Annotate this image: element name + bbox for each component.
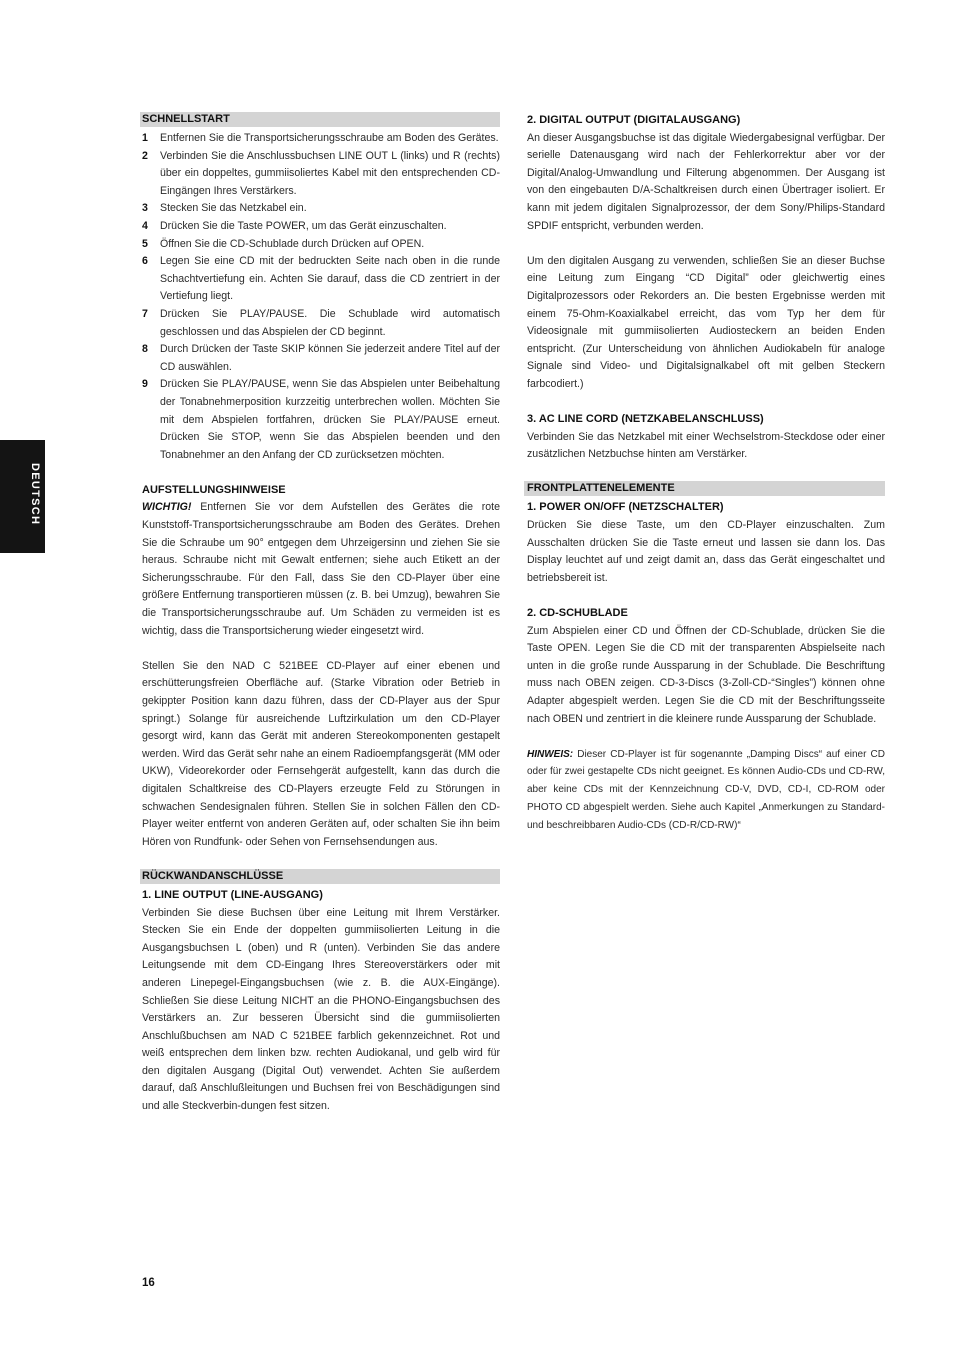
digital-output-section bbox=[527, 112, 885, 394]
page-number: 16 bbox=[142, 1277, 155, 1289]
ac-line-cord-section bbox=[527, 411, 885, 464]
step-text: Entfernen Sie die Transportsicherungsschraube am Boden des Gerätes. bbox=[160, 132, 499, 144]
cd-tray-heading: 2. CD-SCHUBLADE bbox=[527, 607, 628, 620]
power-switch-heading: 1. POWER ON/OFF (NETZSCHALTER) bbox=[527, 501, 724, 514]
step-text: Drücken Sie die Taste POWER, um das Gerät einzuschalten. bbox=[160, 219, 447, 232]
step-text: Durch Drücken der Taste SKIP können Sie jederzeit andere Titel auf der CD auswählen. bbox=[160, 343, 500, 373]
rear-panel-title: RÜCKWANDANSCHLÜSSE bbox=[140, 869, 500, 884]
front-panel-section bbox=[527, 481, 885, 834]
note-text: Dieser CD-Player ist für sogenannte „Damping Discs“ auf einer CD oder für zwei gestapelte CDs nicht geeignet. Es können Audio-CDs und CD-RW, aber keine CDs mit der Kennzeichnung CD-V, DVD, CD-I, CD-ROM oder PHOTO CD abgespielt werden. Siehe auch Kapitel „Anmerkungen zu Standard- und beschreibbaren Audio-CDs (CD-R/CD-RW)“ bbox=[527, 748, 885, 831]
setup-warning-paragraph bbox=[142, 499, 500, 640]
step-number: 9 bbox=[142, 378, 148, 391]
line-output-text: Verbinden Sie diese Buchsen über eine Leitung mit Ihrem Verstärker. Stecken Sie ein Ende der doppelten gummiisolierten Leitung in die Ausgangsbuchsen L (oben) und R (unten). Verbinden Sie das andere Leitungsende mit dem CD-Eingang Ihres Stereoverstärkers oder mit anderen Linepegel-Eingangsbuchsen (wie z. B. die AUX-Eingänge). Schließen Sie diese Leitung NICHT an die PHONO-Eingangsbuchsen des Verstärkers an. Zur besseren Übersicht sind die gummiisolierten Anschlußbuchsen am NAD C 521BEE farblich gekennzeichnet. Rot und weiß entsprechen dem linken bzw. rechten Audiokanal, und gelb wird für den digitalen Ausgang (Digital Out) verwendet. Achten Sie außerdem darauf, daß Anschlußleitungen und Buchsen frei von Beschädigungen sind und alle Steckverbin-dungen fest sitzen. bbox=[142, 906, 500, 1113]
warning-label: WICHTIG! bbox=[142, 501, 192, 514]
power-switch-text: Drücken Sie diese Taste, um den CD-Player einzuschalten. Zum Ausschalten drücken Sie die Taste erneut und lassen sie dann los. Das Display leuchtet auf und zeigt damit an, dass das Gerät eingeschaltet und betriebsbereit ist. bbox=[527, 519, 885, 584]
step-text: Legen Sie eine CD mit der bedruckten Seite nach oben in die runde Schachtvertiefung ein. Achten Sie darauf, dass die CD zentriert in der Vertiefung liegt. bbox=[160, 255, 500, 303]
list-item bbox=[142, 306, 500, 341]
step-number: 4 bbox=[142, 219, 148, 232]
language-tab bbox=[0, 440, 45, 553]
list-item bbox=[142, 148, 500, 201]
step-number: 7 bbox=[142, 307, 148, 320]
list-item bbox=[142, 236, 500, 254]
step-text: Öffnen Sie die CD-Schublade durch Drücken auf OPEN. bbox=[160, 237, 425, 250]
digital-output-paragraph-2: Um den digitalen Ausgang zu verwenden, schließen Sie an dieser Buchse eine Leitung zum Eingang “CD Digital” oder gleichwertig eines Digitalprozessors oder Rekorders an. Die besten Ergebnisse werden mit einem 75-Ohm-Koaxialkabel erreicht, das vom Typ her dem für Videosignale mit gummiisolierten Audiosteckern an beiden Enden entspricht. (Zur Unterscheidung von ähnlichen Audiokabeln für analoge Signale sind Video- und Digitalsignalkabel oft mit gelben Steckern farbcodiert.) bbox=[527, 254, 885, 390]
step-number: 3 bbox=[142, 202, 148, 215]
right-column bbox=[527, 112, 885, 834]
step-number: 6 bbox=[142, 255, 148, 268]
note-paragraph bbox=[527, 746, 885, 835]
step-number: 2 bbox=[142, 149, 148, 162]
list-item bbox=[142, 130, 500, 148]
language-tab-label: DEUTSCH bbox=[29, 463, 41, 526]
digital-output-paragraph-1: An dieser Ausgangsbuchse ist das digitale Wiedergabesignal verfügbar. Der serielle Datenausgang wird nach der Fehlerkorrektur aber vor der Digital/Analog-Umwandlung und Filterung abgenommen. Der Ausgang ist von den eingebauten D/A-Schaltkreisen durch einen Übertrager isoliert. Er kann mit jedem digitalen Signalprozessor, der dem Sony/Philips-Standard SPDIF entspricht, verbunden werden. bbox=[527, 131, 885, 232]
step-number: 5 bbox=[142, 237, 148, 250]
front-panel-title: FRONTPLATTENELEMENTE bbox=[524, 481, 885, 496]
setup-section bbox=[142, 482, 500, 851]
setup-heading: AUFSTELLUNGSHINWEISE bbox=[142, 483, 286, 496]
note-label: HINWEIS: bbox=[527, 748, 574, 760]
cd-tray-text: Zum Abspielen einer CD und Öffnen der CD-Schublade, drücken Sie die Taste OPEN. Legen Sie die CD mit der transparenten Abspielseite nach unten in die große runde Aussparung in der Schublade. Die Beschriftung muss nach OBEN zeigen. CD-3-Discs (3-Zoll-CD-“Singles”) können ohne Adapter abgespielt werden. Legen Sie die CD mit der Beschriftungsseite nach OBEN und zentriert in die kleinere runde Aussparung der Schublade. bbox=[527, 624, 885, 725]
list-item bbox=[142, 376, 500, 464]
step-text: Verbinden Sie die Anschlussbuchsen LINE OUT L (links) und R (rechts) über ein doppeltes, gummiisoliertes Kabel mit den entsprechenden CD-Eingängen Ihres Verstärkers. bbox=[160, 149, 500, 197]
quick-start-steps bbox=[142, 130, 500, 464]
step-number: 1 bbox=[142, 132, 148, 144]
step-text: Drücken Sie PLAY/PAUSE, wenn Sie das Abspielen unter Beibehaltung der Tonabnehmerposition kurzzeitig unterbrechen wollen. Möchten Sie mit dem Abspielen fortfahren, drücken Sie PLAY/PAUSE erneut. Drücken Sie STOP, wenn Sie das Abspielen beenden und den Tonabnehmer an den Anfang der CD zurücksetzen möchten. bbox=[160, 378, 500, 461]
step-number: 8 bbox=[142, 343, 148, 356]
warning-text: Entfernen Sie vor dem Aufstellen des Gerätes die rote Kunststoff-Transportsicherungsschraube am Boden des Gerätes. Drehen Sie die Schraube um 90° entgegen dem Uhrzeigersinn und ziehen Sie sie heraus. Schraube nicht mit Gewalt entfernen; siehe auch Etikett an der Sicherungsschraube. Für den Fall, dass Sie den CD-Player über eine größere Entfernung transportieren müssen (z. B. bei Umzug), bewahren Sie die Transportsicherungsschraube auf. Um Schäden zu vermeiden ist es wichtig, dass die Transportsicherung wieder eingesetzt wird. bbox=[142, 501, 500, 637]
list-item bbox=[142, 253, 500, 306]
step-text: Drücken Sie PLAY/PAUSE. Die Schublade wird automatisch geschlossen und das Abspielen der CD beginnt. bbox=[160, 307, 500, 338]
list-item bbox=[142, 341, 500, 376]
quick-start-section bbox=[142, 112, 500, 464]
left-column bbox=[142, 112, 500, 1116]
quick-start-title: SCHNELLSTART bbox=[140, 112, 500, 127]
step-text: Stecken Sie das Netzkabel ein. bbox=[160, 202, 307, 215]
line-output-heading: 1. LINE OUTPUT (LINE-AUSGANG) bbox=[142, 888, 323, 901]
ac-line-cord-text: Verbinden Sie das Netzkabel mit einer Wechselstrom-Steckdose oder einer zusätzlichen Netzbuchse hinten am Verstärker. bbox=[527, 430, 885, 461]
rear-panel-section bbox=[142, 869, 500, 1116]
list-item bbox=[142, 218, 500, 236]
digital-output-heading: 2. DIGITAL OUTPUT (DIGITALAUSGANG) bbox=[527, 114, 741, 126]
list-item bbox=[142, 200, 500, 218]
setup-paragraph: Stellen Sie den NAD C 521BEE CD-Player auf einer ebenen und erschütterungsfreien Oberfläche auf. (Starke Vibration oder Betrieb in gekippter Position kann dazu führen, dass der CD-Player aus der Spur springt.) Solange für ausreichende Luftzirkulation um den CD-Player gesorgt wird, kann das Gerät mit anderen Stereokomponenten gestapelt werden. Wird das Gerät sehr nahe an einem Radioempfangsgerät (MM oder UKW), Videorekorder oder Fernsehgerät aufgestellt, kann das durch die digitalen Schaltkreise des CD-Players erzeugte Feld zu Störungen in schwachen Sendesignalen führen. Stellen Sie in solchen Fällen den CD-Player weiter entfernt von anderen Geräten auf, oder schalten Sie ihn beim Hören von Rundfunk- oder Sehen von Fernsehsendungen aus. bbox=[142, 659, 501, 848]
ac-line-cord-heading: 3. AC LINE CORD (NETZKABELANSCHLUSS) bbox=[527, 413, 764, 426]
